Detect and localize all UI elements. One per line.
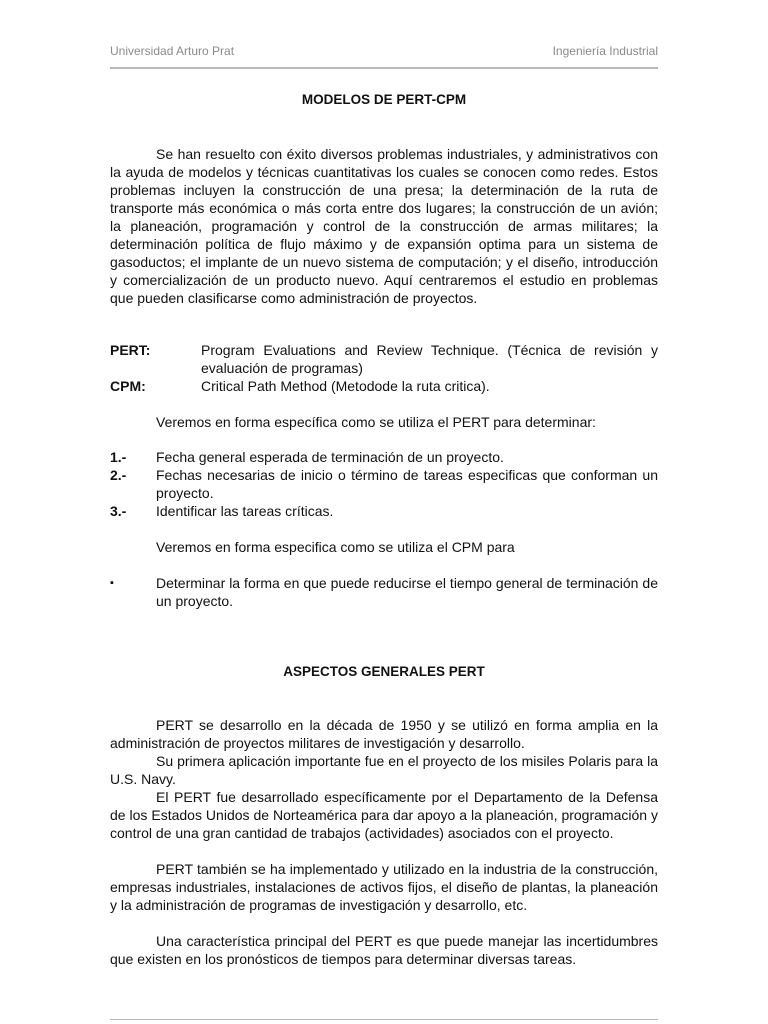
list-number: 3.- — [110, 503, 127, 519]
definition-text: Critical Path Method (Metodode la ruta critica). — [201, 378, 490, 394]
body-paragraph: Su primera aplicación importante fue en el proyecto de los misiles Polaris para la U.S. Navy. — [110, 753, 658, 787]
body-paragraph: PERT también se ha implementado y utilizado en la industria de la construcción, empresas industriales, instalaciones de activos fijos, el diseño de plantas, la planeación y la administración de programas de investigación y desarrollo, etc. — [110, 861, 658, 913]
list-text: Determinar la forma en que puede reducirse el tiempo general de terminación de un proyecto. — [156, 575, 658, 609]
definition-term: PERT: — [110, 342, 151, 358]
header-university: Universidad Arturo Prat — [110, 44, 235, 58]
list-number: 1.- — [110, 449, 127, 465]
list-number: 2.- — [110, 467, 127, 483]
footer-rule — [110, 1019, 658, 1020]
list-text: Fechas necesarias de inicio o término de tareas especificas que conforman un proyecto. — [156, 467, 658, 501]
body-paragraph: PERT se desarrollo en la década de 1950 y se utilizó en forma amplia en la administración de proyectos militares de investigación y desarrollo. — [110, 717, 658, 751]
list-text: Fecha general esperada de terminación de un proyecto. — [156, 449, 504, 465]
header-department: Ingeniería Industrial — [552, 44, 658, 58]
definition-text: Program Evaluations and Review Technique. (Técnica de revisión y evaluación de programas) — [201, 342, 658, 376]
body-paragraph: Una característica principal del PERT es que puede manejar las incertidumbres que existen en los pronósticos de tiempos para determinar diversas tareas. — [110, 933, 658, 967]
definition-term: CPM: — [110, 378, 146, 394]
list-text: Identificar las tareas críticas. — [156, 503, 334, 519]
page-header — [110, 44, 658, 60]
cpm-lead-text: Veremos en forma especifica como se utiliza el CPM para — [156, 539, 515, 555]
header-rule — [110, 67, 658, 69]
section-title-aspectos: ASPECTOS GENERALES PERT — [283, 664, 485, 679]
intro-paragraph: Se han resuelto con éxito diversos problemas industriales, y administrativos con la ayuda de modelos y técnicas cuantitativas los cuales se conocen como redes. Estos problemas incluyen la construcción de una presa; la determinación de la ruta de transporte más económica o más corta entre dos lugares; la construcción de un avión; la planeación, programación y control de la construcción de armas militares; la determinación política de flujo máximo y de expansión optima para un sistema de gasoductos; el implante de un nuevo sistema de computación; y el diseño, introducción y comercialización de un producto nuevo. Aquí centraremos el estudio en problemas que pueden clasificarse como administración de proyectos. — [110, 146, 658, 306]
pert-lead-text: Veremos en forma específica como se utiliza el PERT para determinar: — [156, 414, 596, 430]
section-title-modelos: MODELOS DE PERT-CPM — [301, 92, 467, 107]
bullet-icon: ▪ — [110, 577, 114, 589]
body-paragraph: El PERT fue desarrollado específicamente por el Departamento de la Defensa de los Estados Unidos de Norteamérica para dar apoyo a la planeación, programación y control de una gran cantidad de trabajos (actividades) asociados con el proyecto. — [110, 789, 658, 841]
